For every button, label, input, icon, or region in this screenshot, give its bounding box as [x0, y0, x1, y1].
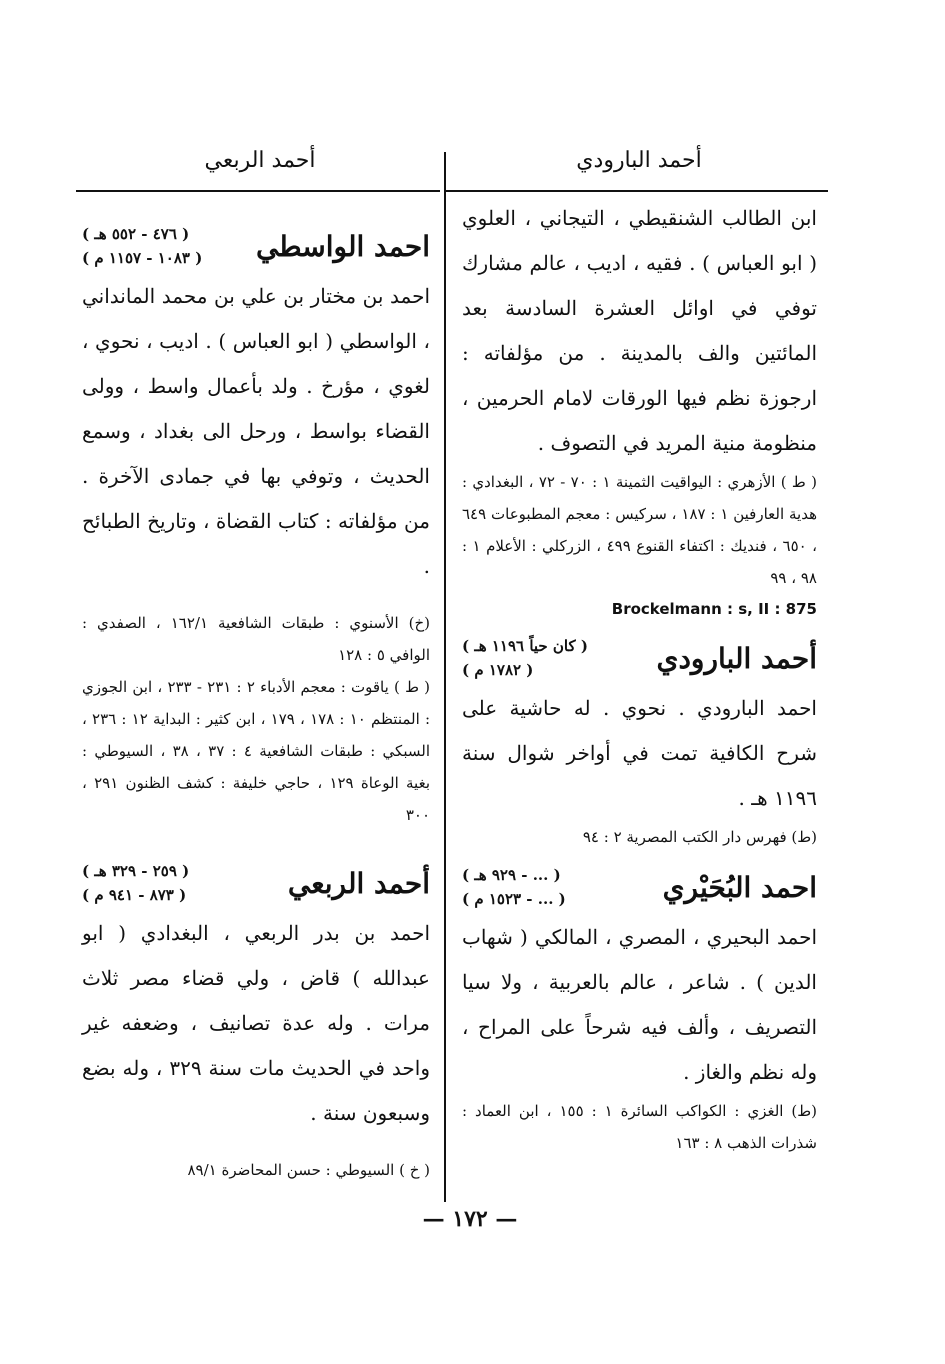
entry-name: احمد الواسطي	[255, 229, 430, 263]
entry-manuscript-refs: ( خ ) السيوطي : حسن المحاضرة ٨٩/١	[187, 1161, 430, 1179]
continuation-text: ابن الطالب الشنقيطي ، التيجاني ، العلوي ( ابو العباس ) . فقيه ، اديب ، عالم مشارك توفي في اوائل العشرة السادسة بعد المائتين والف بالمدينة . من مؤلفاته : ارجوزة نظم فيها الورقات لامام الحرمين ، منظومة منية المريد في التصوف .	[462, 206, 817, 455]
entry-refs: (ط) فهرس دار الكتب المصرية ٢ : ٩٤	[582, 828, 817, 846]
spacer	[82, 1136, 430, 1154]
entry-text: احمد بن بدر الربعي ، البغدادي ( ابو عبدالله ) قاض ، ولي قضاء مصر ثلاث مرات . وله عدة تصانيف ، وضعفه غير واحد في الحديث مات سنة ٣٢٩ ، وله بضع وسبعون سنة .	[82, 921, 430, 1125]
entry-dates	[462, 634, 588, 682]
entry-dates-hijri: ( كان حياً ١١٩٦ هـ )	[462, 637, 588, 655]
entry-name: احمد البُحَيْري	[662, 870, 817, 904]
entry-text: احمد البارودي . نحوي . له حاشية على شرح الكافية تمت في أواخر شوال سنة ١١٩٦ هـ .	[462, 696, 817, 810]
entry-heading	[462, 634, 817, 682]
entry-refs: ( ط ) ياقوت : معجم الأدباء ٢ : ٢٣١ - ٢٣٣ ، ابن الجوزي : المنتظم ١٠ : ١٧٨ ، ١٧٩ ، ابن كثير : البداية ١٢ : ٢٣٦ ، السبكي : طبقات الشافعية ٤ : ٣٧ ، ٣٨ ، السيوطي : بغية الوعاة ١٢٩ ، حاجي خليفة : كشف الظنون ٢٩١ ، ٣٠٠	[82, 678, 431, 824]
entry-dates	[82, 222, 202, 270]
entry-heading	[82, 222, 430, 270]
entry-text: احمد البحيري ، المصري ، المالكي ( شهاب الدين ) . شاعر ، عالم بالعربية ، ولا سيا التصريف ، وألف فيه شرحاً على المراح ، وله نظم والغاز .	[462, 925, 817, 1084]
entry-dates-miladi: ( ... - ١٥٢٣ م )	[462, 890, 566, 908]
spacer	[82, 831, 430, 849]
entry-dates	[82, 859, 189, 907]
left-column	[82, 212, 430, 1186]
entry-dates-hijri: ( ... - ٩٢٩ هـ )	[462, 866, 561, 884]
running-header-left: أحمد الربعي	[204, 148, 316, 173]
entry-heading	[462, 863, 817, 911]
entry-dates	[462, 863, 566, 911]
entry-dates-miladi: ( ١٠٨٣ - ١١٥٧ م )	[82, 249, 203, 267]
entry-dates-hijri: ( ٢٥٩ - ٣٢٩ هـ )	[82, 862, 190, 880]
entry-dates-miladi: ( ١٧٨٢ م )	[462, 661, 534, 679]
entry-text: احمد بن مختار بن علي بن محمد المانداني ، الواسطي ( ابو العباس ) . اديب ، نحوي ، لغوي ، مؤرخ . ولد بأعمال واسط ، وولى القضاء بواسط ، ورحل الى بغداد ، وسمع الحديث ، وتوفي بها في جمادى الآخرة . من مؤلفاته : كتاب القضاة ، وتاريخ الطبائح .	[82, 284, 430, 578]
column-divider	[444, 152, 446, 1202]
spacer	[82, 589, 430, 607]
running-header-right: أحمد البارودي	[576, 148, 702, 173]
continuation-refs: ( ط ) الأزهري : اليواقيت الثمينة ١ : ٧٠ - ٧٢ ، البغدادي : هدية العارفين ١ : ١٨٧ ، سركيس : معجم المطبوعات ٦٤٩ ، ٦٥٠ ، فنديك : اكتفاء القنوع ٤٩٩ ، الزركلي : الأعلام ١ : ٩٨ ، ٩٩	[462, 473, 817, 587]
continuation-latin-ref: Brockelmann : s, II : 875	[611, 600, 817, 618]
entry-name: أحمد الربعي	[287, 866, 430, 900]
entry-dates-hijri: ( ٤٧٦ - ٥٥٢ هـ )	[82, 225, 190, 243]
entry-manuscript-refs: (خ) الأسنوي : طبقات الشافعية ١٦٢/١ ، الصفدي : الوافي ٥ : ١٢٨	[82, 614, 430, 664]
entry-dates-miladi: ( ٨٧٣ - ٩٤١ م )	[82, 886, 187, 904]
entry-heading	[82, 859, 430, 907]
header-rule-left	[76, 190, 440, 192]
entry-refs: (ط) الغزي : الكواكب السائرة ١ : ١٥٥ ، ابن العماد : شذرات الذهب ٨ : ١٦٣	[462, 1102, 818, 1152]
header-rule-right	[446, 190, 828, 192]
entry-name: أحمد البارودي	[656, 641, 817, 675]
page-number: — ١٧٢ —	[422, 1206, 518, 1232]
right-column	[462, 196, 817, 1159]
